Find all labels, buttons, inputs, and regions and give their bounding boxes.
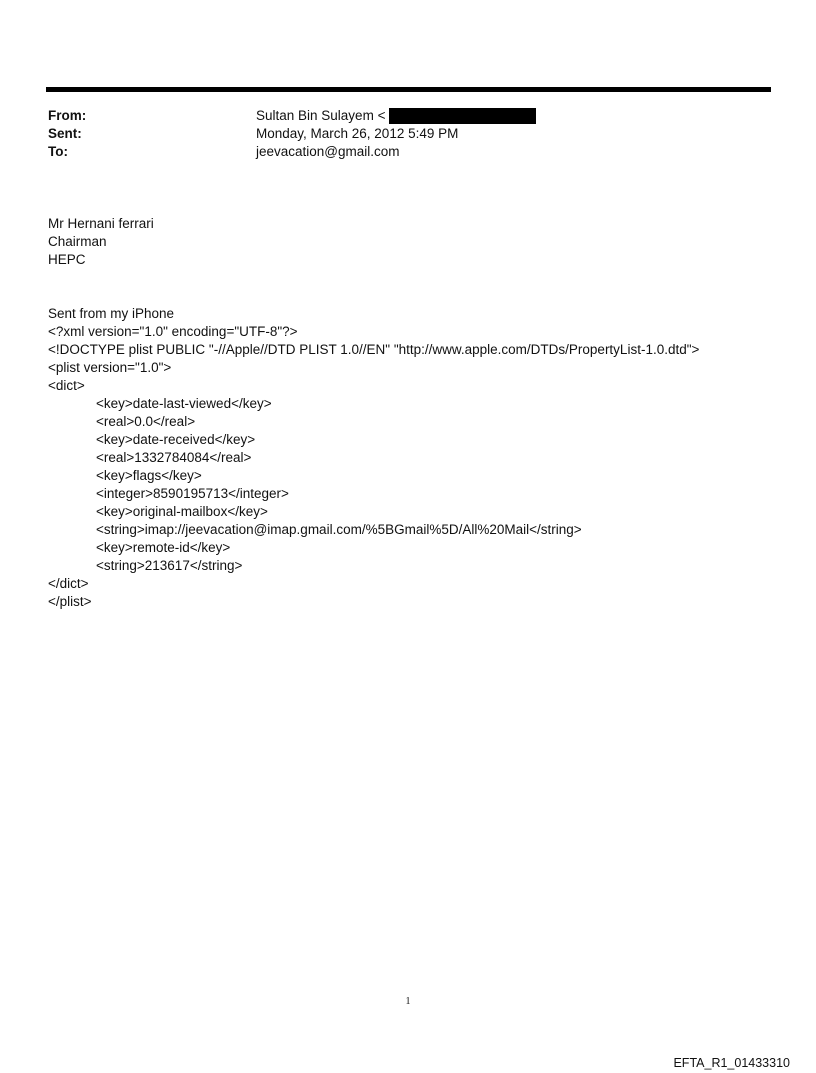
signature-org: HEPC bbox=[48, 252, 86, 267]
body-line: <dict> bbox=[48, 378, 85, 393]
signature-title: Chairman bbox=[48, 234, 107, 249]
from-label: From: bbox=[48, 108, 87, 123]
dict-line: <real>1332784084</real> bbox=[96, 450, 252, 465]
closing-line: </plist> bbox=[48, 594, 92, 609]
from-value-wrap bbox=[256, 107, 536, 125]
bates-number: EFTA_R1_01433310 bbox=[673, 1056, 790, 1070]
to-label: To: bbox=[48, 144, 68, 159]
email-body bbox=[48, 215, 788, 611]
page-number: 1 bbox=[405, 996, 411, 1007]
dict-line: <key>date-received</key> bbox=[96, 432, 256, 447]
spacer bbox=[48, 269, 788, 287]
body-line: Sent from my iPhone bbox=[48, 306, 175, 321]
dict-line: <key>flags</key> bbox=[96, 468, 202, 483]
to-value: jeevacation@gmail.com bbox=[256, 144, 400, 159]
body-line: <?xml version="1.0" encoding="UTF-8"?> bbox=[48, 324, 298, 339]
body-line: <!DOCTYPE plist PUBLIC "-//Apple//DTD PLIST 1.0//EN" "http://www.apple.com/DTDs/PropertyList-1.0.dtd"> bbox=[48, 342, 700, 357]
dict-line: <key>remote-id</key> bbox=[96, 540, 231, 555]
closing-line: </dict> bbox=[48, 576, 89, 591]
sent-label: Sent: bbox=[48, 126, 82, 141]
header-rule bbox=[46, 87, 771, 92]
dict-line: <string>imap://jeevacation@imap.gmail.com/%5BGmail%5D/All%20Mail</string> bbox=[96, 522, 582, 537]
sent-value: Monday, March 26, 2012 5:49 PM bbox=[256, 126, 459, 141]
to-row bbox=[48, 143, 768, 161]
spacer bbox=[48, 287, 788, 305]
from-row bbox=[48, 107, 768, 125]
redaction-box bbox=[389, 108, 536, 124]
body-line: <plist version="1.0"> bbox=[48, 360, 172, 375]
email-header bbox=[48, 107, 768, 161]
signature-name: Mr Hernani ferrari bbox=[48, 216, 154, 231]
dict-line: <key>date-last-viewed</key> bbox=[96, 396, 272, 411]
dict-line: <real>0.0</real> bbox=[96, 414, 196, 429]
sent-row bbox=[48, 125, 768, 143]
dict-line: <key>original-mailbox</key> bbox=[96, 504, 268, 519]
from-value: Sultan Bin Sulayem < bbox=[256, 108, 386, 123]
dict-line: <string>213617</string> bbox=[96, 558, 243, 573]
dict-line: <integer>8590195713</integer> bbox=[96, 486, 289, 501]
